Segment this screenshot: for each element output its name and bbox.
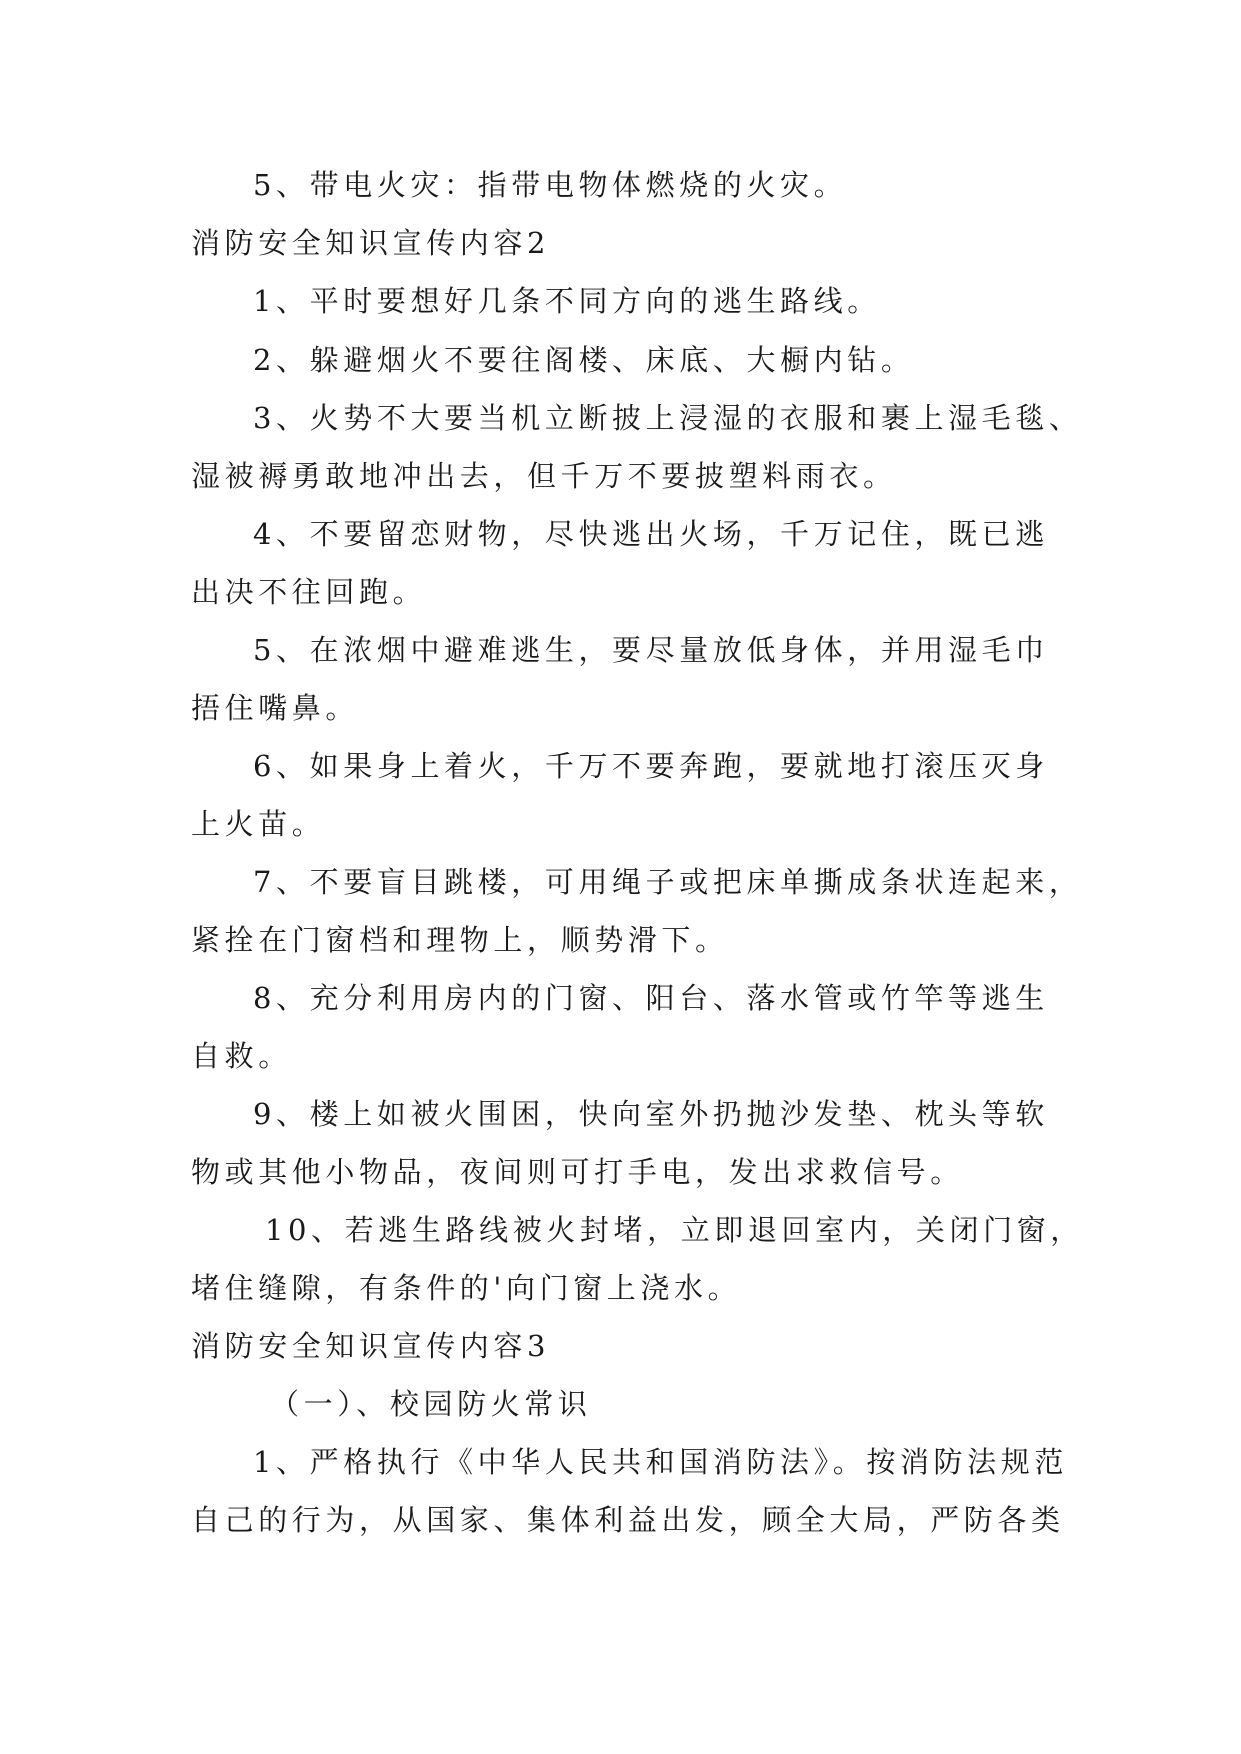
paragraph-line: 1、平时要想好几条不同方向的逃生路线。: [253, 284, 881, 318]
paragraph-line: 自己的行为，从国家、集体利益出发，顾全大局，严防各类: [191, 1503, 1065, 1537]
paragraph-line: 8、充分利用房内的门窗、阳台、落水管或竹竿等逃生: [253, 981, 1049, 1015]
paragraph-line: 堵住缝隙，有条件的'向门窗上浇水。: [191, 1271, 742, 1305]
paragraph-line: 3、火势不大要当机立断披上浸湿的衣服和裹上湿毛毯、: [253, 401, 1083, 435]
section-heading: 消防安全知识宣传内容2: [191, 226, 551, 260]
paragraph-line: 9、楼上如被火围困，快向室外扔抛沙发垫、枕头等软: [253, 1097, 1049, 1131]
paragraph-line: 6、如果身上着火，千万不要奔跑，要就地打滚压灭身: [253, 749, 1049, 783]
paragraph-line: 捂住嘴鼻。: [191, 691, 360, 725]
paragraph-line: 10、若逃生路线被火封堵，立即退回室内，关闭门窗，: [265, 1213, 1084, 1247]
paragraph-line: 2、躲避烟火不要往阁楼、床底、大橱内钻。: [253, 343, 915, 377]
paragraph-line: 5、在浓烟中避难逃生，要尽量放低身体，并用湿毛巾: [253, 633, 1049, 667]
paragraph-line: 7、不要盲目跳楼，可用绳子或把床单撕成条状连起来，: [253, 865, 1083, 899]
paragraph-line: 物或其他小物品，夜间则可打手电，发出求救信号。: [191, 1155, 964, 1189]
paragraph-line: 上火苗。: [191, 807, 326, 841]
subsection-heading: （一）、校园防火常识: [270, 1387, 592, 1421]
paragraph-line: 5、带电火灾：指带电物体燃烧的火灾。: [253, 168, 848, 202]
section-heading: 消防安全知识宣传内容3: [191, 1329, 551, 1363]
paragraph-line: 出决不往回跑。: [191, 575, 427, 609]
paragraph-line: 紧拴在门窗档和理物上，顺势滑下。: [191, 923, 729, 957]
paragraph-line: 4、不要留恋财物，尽快逃出火场，千万记住，既已逃: [253, 517, 1049, 551]
paragraph-line: 自救。: [191, 1039, 292, 1073]
paragraph-line: 湿被褥勇敢地冲出去，但千万不要披塑料雨衣。: [191, 459, 897, 493]
paragraph-line: 1、严格执行《中华人民共和国消防法》。按消防法规范: [253, 1445, 1068, 1479]
